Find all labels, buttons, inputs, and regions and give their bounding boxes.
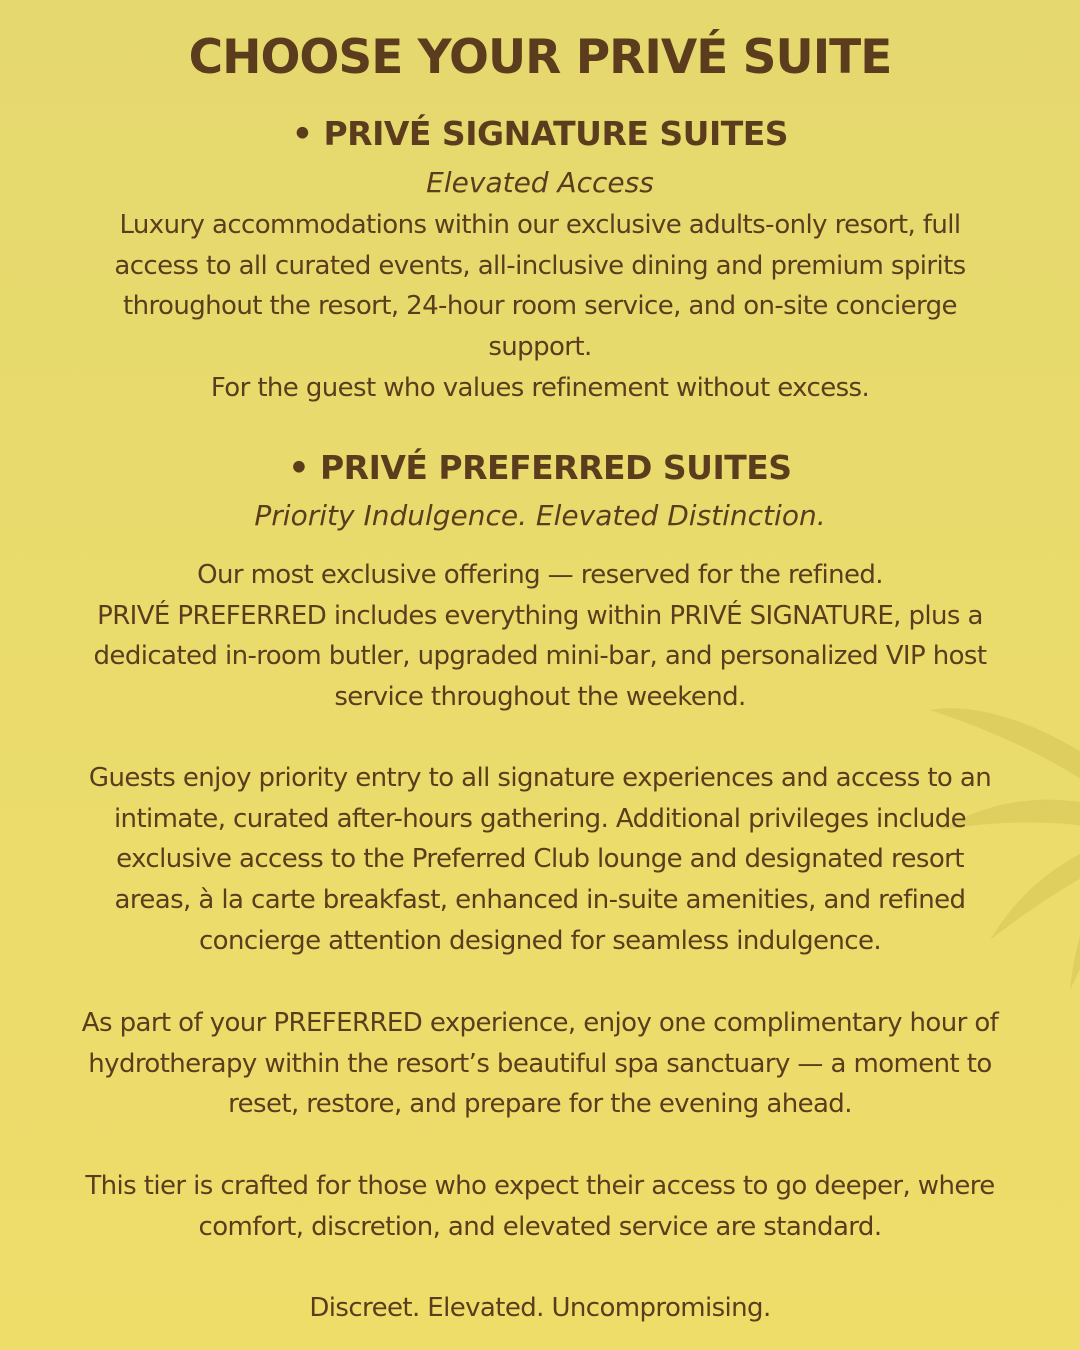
preferred-suites-heading: • PRIVÉ PREFERRED SUITES bbox=[288, 448, 792, 487]
text-line: service throughout the weekend. bbox=[334, 682, 746, 713]
page-title: CHOOSE YOUR PRIVÉ SUITE bbox=[188, 30, 892, 85]
preferred-suites-hydrotherapy bbox=[60, 1003, 1020, 1125]
text-line: concierge attention designed for seamless indulgence. bbox=[198, 925, 882, 956]
text-line: dedicated in-room butler, upgraded mini-bar, and personalized VIP host bbox=[93, 641, 987, 672]
text-line: exclusive access to the Preferred Club lounge and designated resort bbox=[116, 844, 964, 875]
text-line: areas, à la carte breakfast, enhanced in-suite amenities, and refined bbox=[114, 885, 966, 916]
text-line: support. bbox=[488, 332, 592, 363]
text-line: PRIVÉ PREFERRED includes everything within PRIVÉ SIGNATURE, plus a bbox=[97, 600, 983, 631]
signature-suites-heading: • PRIVÉ SIGNATURE SUITES bbox=[291, 114, 789, 153]
signature-suites-description bbox=[60, 205, 1020, 409]
tagline-text: Discreet. Elevated. Uncompromising. bbox=[309, 1293, 771, 1323]
preferred-suites-tier-statement bbox=[60, 1166, 1020, 1247]
text-line: reset, restore, and prepare for the evening ahead. bbox=[228, 1089, 852, 1120]
text-line: Guests enjoy priority entry to all signature experiences and access to an bbox=[88, 763, 992, 793]
preferred-suites-subtitle: Priority Indulgence. Elevated Distinction. bbox=[254, 499, 826, 532]
tagline bbox=[60, 1288, 1020, 1329]
text-line: access to all curated events, all-inclusive dining and premium spirits bbox=[114, 250, 966, 281]
text-line: For the guest who values refinement without excess. bbox=[210, 372, 870, 403]
preferred-suites-privileges bbox=[60, 758, 1020, 962]
preferred-suites-intro bbox=[60, 555, 1020, 718]
text-line: This tier is crafted for those who expect their access to go deeper, where bbox=[85, 1171, 995, 1201]
text-line: Our most exclusive offering — reserved for the refined. bbox=[197, 560, 883, 590]
text-line: intimate, curated after-hours gathering. Additional privileges include bbox=[113, 803, 967, 834]
text-line: Luxury accommodations within our exclusive adults-only resort, full bbox=[119, 210, 961, 240]
signature-suites-subtitle: Elevated Access bbox=[426, 166, 654, 199]
text-line: comfort, discretion, and elevated service are standard. bbox=[198, 1211, 882, 1242]
text-line: throughout the resort, 24-hour room service, and on-site concierge bbox=[123, 291, 957, 322]
text-line: As part of your PREFERRED experience, enjoy one complimentary hour of bbox=[81, 1008, 999, 1038]
text-line: hydrotherapy within the resort’s beautiful spa sanctuary — a moment to bbox=[88, 1048, 992, 1079]
